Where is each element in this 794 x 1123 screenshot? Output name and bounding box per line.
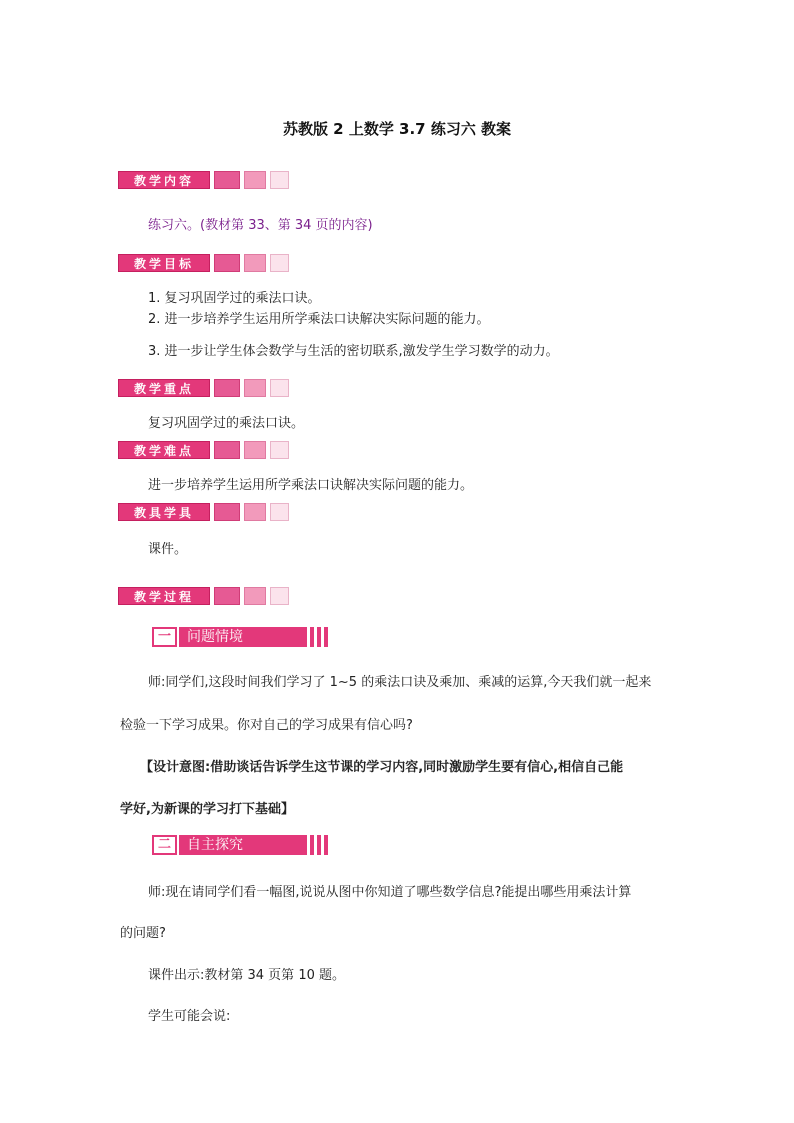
content-text: 练习六。(教材第 33、第 34 页的内容) xyxy=(148,218,373,233)
section-label: 教学难点 xyxy=(118,441,210,459)
decor-square xyxy=(244,587,266,605)
decor-stripe xyxy=(310,627,314,647)
decor-square xyxy=(244,379,266,397)
section-label: 教具学具 xyxy=(118,503,210,521)
section-header-process xyxy=(118,586,289,606)
section-label: 教学目标 xyxy=(118,254,210,272)
step-header-1 xyxy=(152,627,328,647)
section-header-goals xyxy=(118,253,289,273)
paragraph: 师:现在请同学们看一幅图,说说从图中你知道了哪些数学信息?能提出哪些用乘法计算 xyxy=(148,885,632,900)
goal-item: 3. 进一步让学生体会数学与生活的密切联系,激发学生学习数学的动力。 xyxy=(148,344,559,359)
goal-item: 1. 复习巩固学过的乘法口诀。 xyxy=(148,291,321,306)
key-text: 复习巩固学过的乘法口诀。 xyxy=(148,416,305,431)
decor-square xyxy=(214,379,240,397)
decor-square xyxy=(244,441,266,459)
decor-square xyxy=(214,254,240,272)
decor-stripe xyxy=(317,627,321,647)
step-title: 自主探究 xyxy=(179,835,307,855)
paragraph: 学生可能会说: xyxy=(148,1009,231,1024)
decor-stripe xyxy=(310,835,314,855)
section-label: 教学内容 xyxy=(118,171,210,189)
document-title: 苏教版 2 上数学 3.7 练习六 教案 xyxy=(282,120,512,138)
decor-stripe xyxy=(324,627,328,647)
design-intent: 学好,为新课的学习打下基础】 xyxy=(120,802,294,817)
step-number: 一 xyxy=(152,627,177,647)
section-header-tools xyxy=(118,502,289,522)
decor-square xyxy=(270,254,289,272)
decor-stripe xyxy=(324,835,328,855)
paragraph: 师:同学们,这段时间我们学习了 1~5 的乘法口诀及乘加、乘减的运算,今天我们就一起来 xyxy=(148,675,652,690)
paragraph: 检验一下学习成果。你对自己的学习成果有信心吗? xyxy=(120,718,413,733)
difficulty-text: 进一步培养学生运用所学乘法口诀解决实际问题的能力。 xyxy=(148,478,474,493)
design-intent: 【设计意图:借助谈话告诉学生这节课的学习内容,同时激励学生要有信心,相信自己能 xyxy=(140,760,624,775)
decor-square xyxy=(244,171,266,189)
section-label: 教学过程 xyxy=(118,587,210,605)
step-title: 问题情境 xyxy=(179,627,307,647)
section-label: 教学重点 xyxy=(118,379,210,397)
decor-square xyxy=(214,171,240,189)
decor-square xyxy=(270,441,289,459)
paragraph: 课件出示:教材第 34 页第 10 题。 xyxy=(148,968,345,983)
section-header-content xyxy=(118,170,289,190)
decor-square xyxy=(214,587,240,605)
section-header-key xyxy=(118,378,289,398)
decor-square xyxy=(270,379,289,397)
decor-square xyxy=(214,441,240,459)
decor-stripe xyxy=(317,835,321,855)
decor-square xyxy=(244,254,266,272)
section-header-difficulty xyxy=(118,440,289,460)
decor-square xyxy=(244,503,266,521)
tools-text: 课件。 xyxy=(148,542,188,557)
decor-square xyxy=(270,503,289,521)
decor-square xyxy=(270,171,289,189)
step-header-2 xyxy=(152,835,328,855)
goal-item: 2. 进一步培养学生运用所学乘法口诀解决实际问题的能力。 xyxy=(148,312,490,327)
decor-square xyxy=(270,587,289,605)
step-number: 二 xyxy=(152,835,177,855)
decor-square xyxy=(214,503,240,521)
paragraph: 的问题? xyxy=(120,926,166,941)
